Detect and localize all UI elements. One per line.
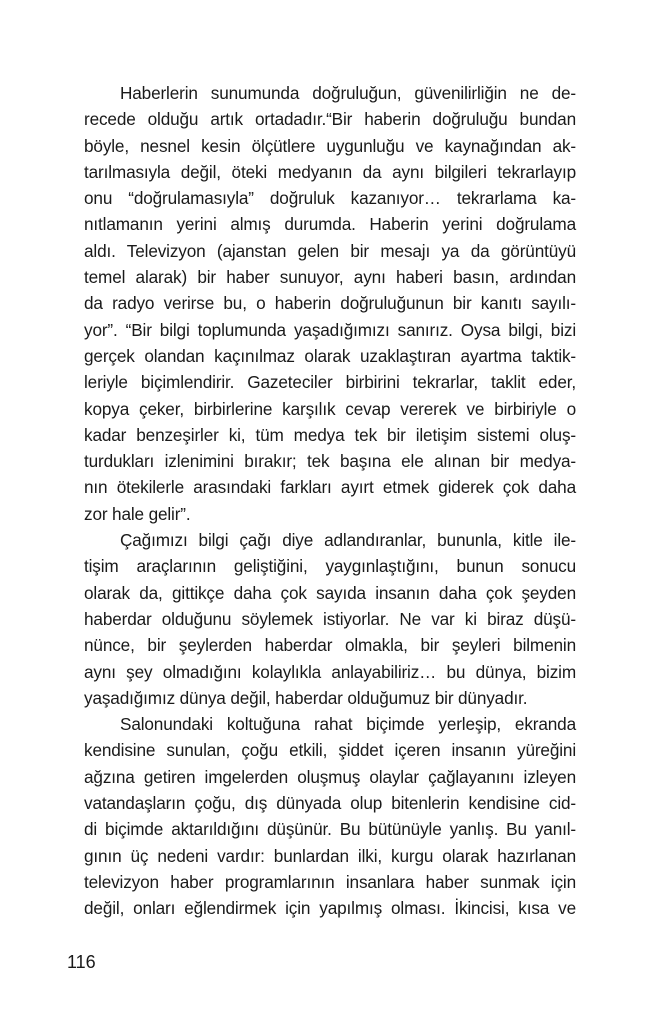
text-line: nın ötekilerle arasındaki farkları ayırt etmek giderek çok daha — [84, 477, 576, 498]
text-line: temel alarak) bir haber sunuyor, aynı haberi basın, ardından — [84, 267, 576, 288]
text-line: Haberlerin sunumunda doğruluğun, güvenilirliğin ne de- — [120, 83, 576, 103]
paragraph-1 — [84, 80, 576, 527]
text-line: recede olduğu artık ortadadır.“Bir haberin doğruluğu bundan — [84, 109, 576, 130]
text-line: kopya çeker, birbirlerine karşılık cevap vererek ve birbiriyle o — [84, 398, 576, 419]
text-line: tarılmasıyla değil, öteki medyanın da aynı bilgileri tekrarlayıp — [84, 161, 576, 182]
text-line: di biçimde aktarıldığını düşünür. Bu bütünüyle yanlış. Bu yanıl- — [84, 819, 576, 840]
text-line: Salonundaki koltuğuna rahat biçimde yerleşip, ekranda — [120, 714, 576, 735]
text-line: aldı. Televizyon (ajanstan gelen bir mesajı ya da görüntüyü — [84, 240, 576, 261]
text-line: ağzına getiren imgelerden oluşmuş olaylar çağlayanını izleyen — [84, 766, 576, 787]
text-line: olarak da, gittikçe daha çok sayıda insanın daha çok şeyden — [84, 582, 576, 603]
text-line: leriyle biçimlendirir. Gazeteciler birbirini tekrarlar, taklit eder, — [84, 372, 576, 393]
text-line: yor”. “Bir bilgi toplumunda yaşadığımızı sanırız. Oysa bilgi, bizi — [84, 319, 576, 340]
text-line: vatandaşların çoğu, dış dünyada olup bitenlerin kendisine cid- — [84, 793, 576, 814]
text-line: haberdar olduğunu söylemek istiyorlar. Ne var ki biraz düşü- — [84, 608, 576, 629]
text-line: zor hale gelir”. — [84, 503, 191, 524]
paragraph-2 — [84, 527, 576, 711]
text-line: gının üç nedeni vardır: bunlardan ilki, kurgu olarak hazırlanan — [84, 845, 576, 866]
text-line: aynı şey olmadığını kolaylıkla anlayabiliriz… bu dünya, bizim — [84, 661, 576, 682]
text-line: böyle, nesnel kesin ölçütlere uygunluğu ve kaynağından ak- — [84, 135, 576, 156]
text-line: televizyon haber programlarının insanlara haber sunmak için — [84, 871, 576, 892]
page-number: 116 — [67, 952, 96, 972]
text-line: Çağımızı bilgi çağı diye adlandıranlar, bununla, kitle ile- — [120, 530, 576, 551]
text-line: kendisine sunulan, çoğu etkili, şiddet içeren insanın yüreğini — [84, 740, 576, 761]
text-line: yaşadığımız dünya değil, haberdar olduğumuz bir dünyadır. — [84, 687, 528, 708]
text-line: kadar benzeşirler ki, tüm medya tek bir iletişim sistemi oluş- — [84, 424, 576, 445]
text-line: nıtlamanın yerini almış durumda. Haberin yerini doğrulama — [84, 214, 576, 235]
page-body — [84, 80, 576, 922]
text-line: nünce, bir şeylerden haberdar olmakla, bir şeyleri bilmenin — [84, 635, 576, 656]
text-line: değil, onları eğlendirmek için yapılmış olması. İkincisi, kısa ve — [84, 898, 576, 919]
text-line: tişim araçlarının geliştiğini, yaygınlaştığını, bunun sonucu — [84, 556, 576, 577]
text-line: da radyo verirse bu, o haberin doğruluğunun bir kanıtı sayılı- — [84, 293, 576, 314]
text-line: gerçek olandan kaçınılmaz olarak uzaklaştıran ayartma taktik- — [84, 345, 576, 366]
paragraph-3 — [84, 711, 576, 921]
text-line: onu “doğrulamasıyla” doğruluk kazanıyor… tekrarlama ka- — [84, 188, 576, 209]
text-line: turdukları izlenimini bırakır; tek başına ele alınan bir medya- — [84, 451, 576, 472]
